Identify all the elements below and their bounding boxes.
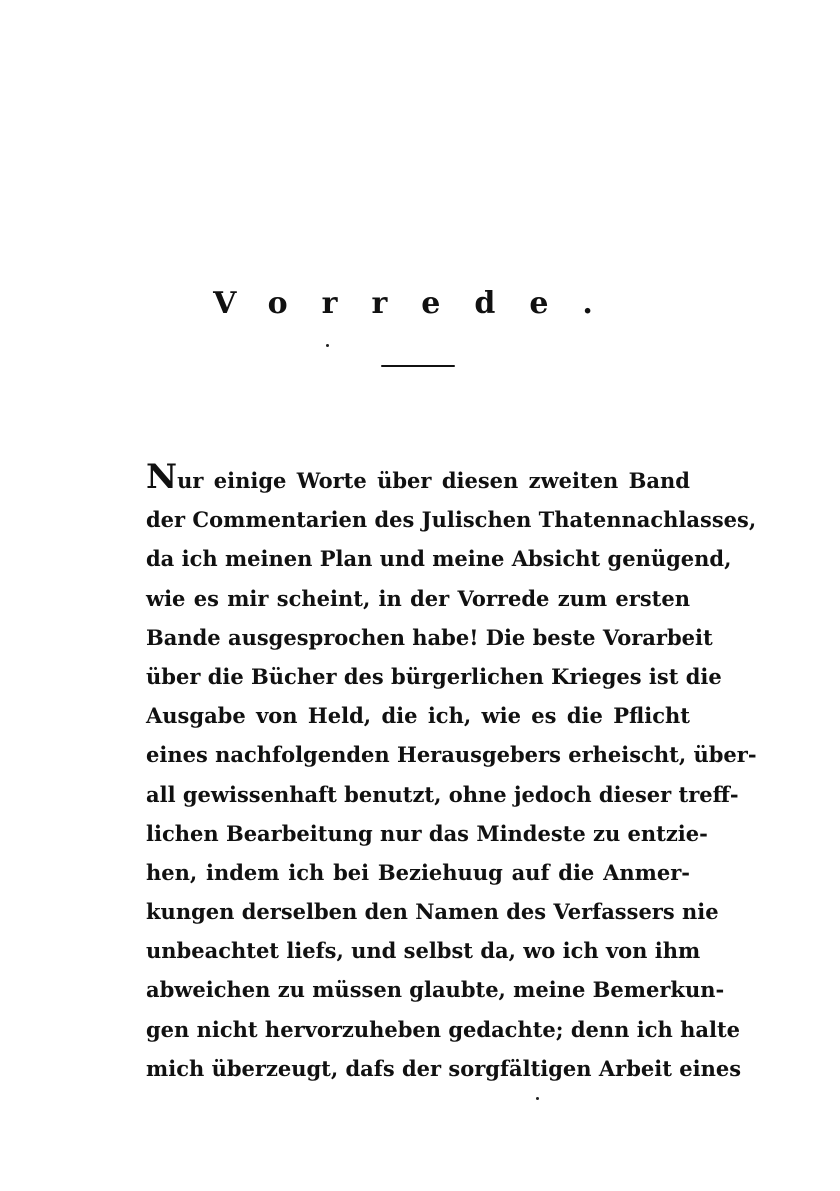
text-line: unbeachtet liefs, und selbst da, wo ich von ihm [146, 938, 701, 964]
text-line: eines nachfolgenden Herausgebers erheischt, über- [146, 742, 757, 768]
text-line: der Commentarien des Julischen Thatennachlasses, [146, 507, 757, 533]
drop-cap: N [146, 457, 178, 497]
text-line: mich überzeugt, dafs der sorgfältigen Arbeit eines [146, 1055, 742, 1081]
text-line: wie es mir scheint, in der Vorrede zum ersten [146, 585, 690, 611]
preface-text [146, 457, 757, 1088]
text-line: Bande ausgesprochen habe! Die beste Vorarbeit [146, 624, 713, 650]
text-line [146, 457, 690, 500]
text-line: da ich meinen Plan und meine Absicht genügend, [146, 546, 732, 572]
page-title: Vorrede. [213, 286, 627, 321]
line-text: ur einige Worte über diesen zweiten Band [177, 468, 690, 493]
text-line: all gewissenhaft benutzt, ohne jedoch dieser treff- [146, 781, 739, 807]
text-line: abweichen zu müssen glaubte, meine Bemerkun- [146, 977, 725, 1003]
text-line: Ausgabe von Held, die ich, wie es die Pflicht [146, 703, 690, 729]
text-line: über die Bücher des bürgerlichen Krieges ist die [146, 663, 722, 689]
print-speck [536, 1097, 539, 1100]
print-speck [326, 344, 329, 347]
text-line: lichen Bearbeitung nur das Mindeste zu entzie- [146, 820, 708, 846]
text-line: kungen derselben den Namen des Verfassers nie [146, 899, 719, 925]
text-line: hen, indem ich bei Beziehuug auf die Anmer- [146, 859, 690, 885]
text-line: gen nicht hervorzuheben gedachte; denn ich halte [146, 1016, 741, 1042]
title-rule [381, 365, 455, 367]
